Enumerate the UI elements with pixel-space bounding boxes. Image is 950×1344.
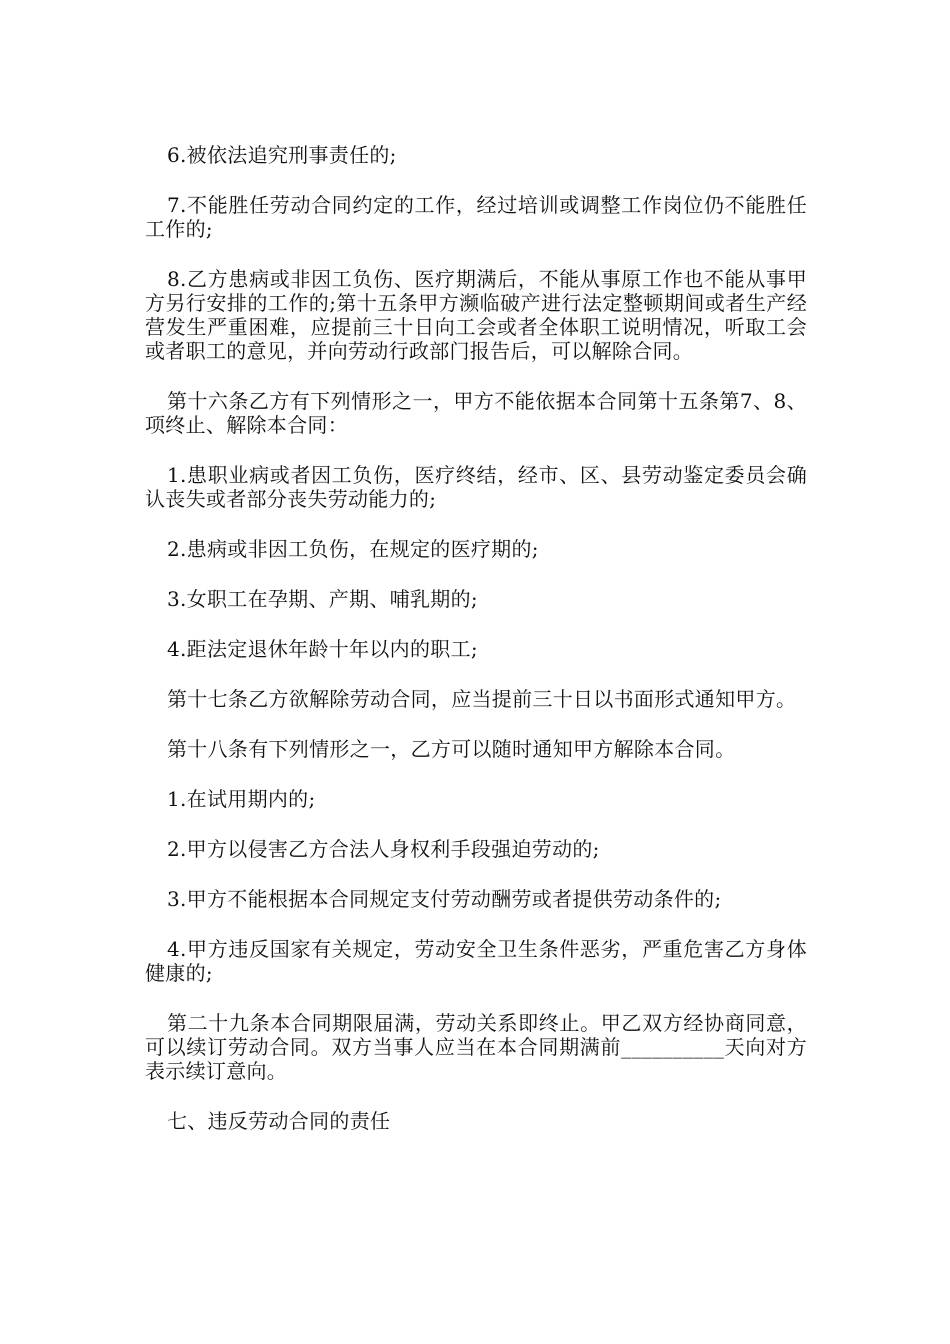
paragraph-article-18-item-4: 4.甲方违反国家有关规定，劳动安全卫生条件恶劣，严重危害乙方身体健康的;: [145, 937, 807, 985]
paragraph-article-29: 第二十九条本合同期限届满，劳动关系即终止。甲乙双方经协商同意，可以续订劳动合同。双方当事人应当在本合同期满前__________天向对方表示续订意向。: [145, 1011, 807, 1083]
paragraph-article-16-item-3: 3.女职工在孕期、产期、哺乳期的;: [167, 587, 478, 611]
paragraph-article-18-item-1: 1.在试用期内的;: [167, 787, 316, 811]
paragraph-article-17: 第十七条乙方欲解除劳动合同，应当提前三十日以书面形式通知甲方。: [167, 687, 797, 711]
document-page: [145, 143, 807, 1159]
paragraph-article-16: 第十六条乙方有下列情形之一，甲方不能依据本合同第十五条第7、8、项终止、解除本合同：: [145, 389, 807, 437]
paragraph-clause-7: 7.不能胜任劳动合同约定的工作，经过培训或调整工作岗位仍不能胜任工作的;: [145, 193, 807, 241]
paragraph-clause-6: 6.被依法追究刑事责任的;: [167, 143, 397, 167]
section-heading-breach-liability: 七、违反劳动合同的责任: [167, 1109, 391, 1133]
paragraph-article-18-item-2: 2.甲方以侵害乙方合法人身权利手段强迫劳动的;: [167, 837, 600, 861]
paragraph-article-16-item-2: 2.患病或非因工负伤，在规定的医疗期的;: [167, 537, 539, 561]
paragraph-clause-8: 8.乙方患病或非因工负伤、医疗期满后，不能从事原工作也不能从事甲方另行安排的工作的;第十五条甲方濒临破产进行法定整顿期间或者生产经营发生严重困难，应提前三十日向工会或者全体职工说明情况，听取工会或者职工的意见，并向劳动行政部门报告后，可以解除合同。: [145, 267, 807, 363]
paragraph-article-16-item-1: 1.患职业病或者因工负伤，医疗终结，经市、区、县劳动鉴定委员会确认丧失或者部分丧失劳动能力的;: [145, 463, 807, 511]
paragraph-article-18-item-3: 3.甲方不能根据本合同规定支付劳动酬劳或者提供劳动条件的;: [167, 887, 722, 911]
paragraph-article-16-item-4: 4.距法定退休年龄十年以内的职工;: [167, 637, 478, 661]
paragraph-article-18: 第十八条有下列情形之一，乙方可以随时通知甲方解除本合同。: [167, 737, 736, 761]
